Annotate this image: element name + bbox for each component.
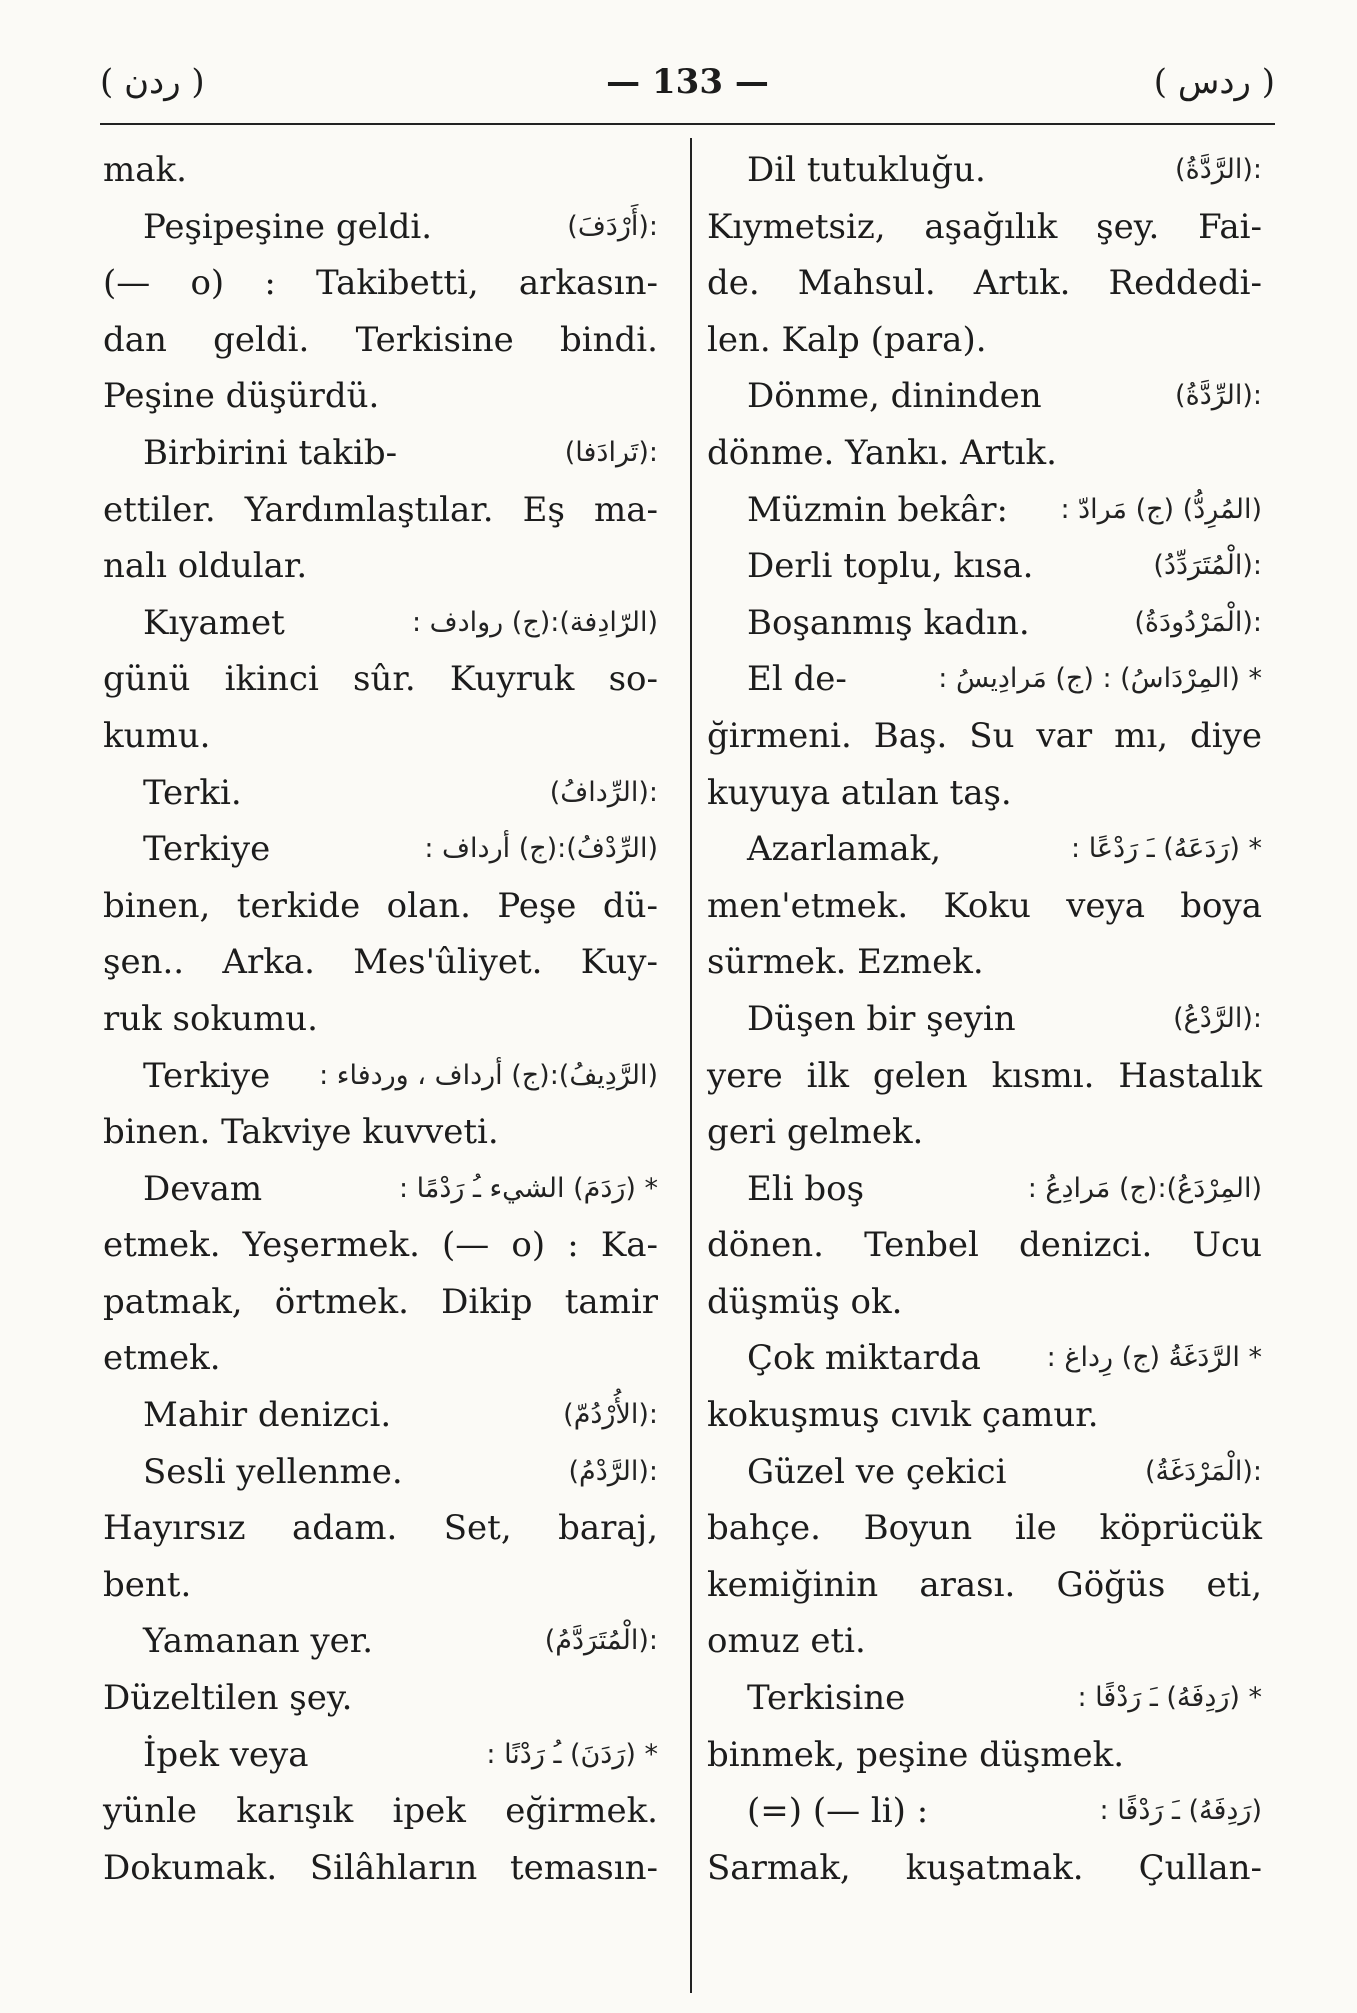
dictionary-line: [707, 878, 1262, 935]
dictionary-line: [103, 1104, 658, 1161]
dictionary-line: [707, 368, 1262, 425]
line-text: binmek, peşine düşmek.: [707, 1734, 1125, 1775]
line-text: Mahir denizci.: [143, 1395, 392, 1436]
dictionary-line: [707, 1670, 1262, 1727]
line-text: Peşine düşürdü.: [103, 376, 380, 417]
dictionary-line: [707, 482, 1262, 539]
arabic-headword: :(الْمُتَرَدِّدُ): [1153, 550, 1262, 582]
arabic-headword: (رَدِفَهُ) ـَ رَدْفًا :: [1099, 1795, 1262, 1827]
line-text: (=) (— li) :: [747, 1791, 929, 1832]
dictionary-line: [707, 1104, 1262, 1161]
line-text: yere ilk gelen kısmı. Hastalık: [707, 1055, 1262, 1096]
dictionary-line: [707, 1274, 1262, 1331]
line-text: Azarlamak,: [747, 829, 942, 870]
line-text: bent.: [103, 1564, 192, 1605]
dictionary-line: [103, 482, 658, 539]
arabic-headword: (المِرْدَعُ):(ج) مَرادِعُ :: [1027, 1172, 1262, 1204]
line-text: Sesli yellenme.: [143, 1451, 403, 1492]
line-text: Terki.: [143, 772, 242, 813]
arabic-headword: * (المِرْدَاسُ) : (ج) مَرادِيسُ :: [938, 663, 1262, 695]
arabic-headword: :(أَرْدَفَ): [567, 210, 658, 242]
dictionary-line: [103, 1217, 658, 1274]
dictionary-line: [707, 1048, 1262, 1105]
line-text: patmak, örtmek. Dikip tamir: [103, 1281, 658, 1322]
line-text: dan geldi. Terkisine bindi.: [103, 319, 658, 360]
line-text: kuyuya atılan taş.: [707, 772, 1012, 813]
line-text: Düşen bir şeyin: [747, 998, 1016, 1039]
arabic-headword: * (رَدِفَهُ) ـَ رَدْفًا :: [1077, 1682, 1262, 1714]
dictionary-line: [707, 1783, 1262, 1840]
line-text: etmek.: [103, 1338, 221, 1379]
line-text: mak.: [103, 150, 187, 190]
left-column: [103, 142, 658, 1896]
line-text: şen.. Arka. Mes'ûliyet. Kuy-: [103, 942, 658, 983]
line-text: bahçe. Boyun ile köprücük: [707, 1508, 1262, 1549]
line-text: binen. Takviye kuvveti.: [103, 1112, 499, 1153]
line-text: Birbirini takib-: [143, 432, 398, 473]
dictionary-line: [707, 651, 1262, 708]
dictionary-line: [707, 199, 1262, 256]
line-text: Sarmak, kuşatmak. Çullan-: [707, 1847, 1262, 1888]
page-number: — 133 —: [606, 62, 769, 102]
line-text: kemiğinin arası. Göğüs eti,: [707, 1564, 1262, 1605]
arabic-headword: * (رَدَمَ) الشيء ـُ رَدْمًا :: [398, 1172, 658, 1204]
dictionary-line: [707, 312, 1262, 369]
line-text: Güzel ve çekici: [747, 1451, 1007, 1492]
dictionary-line: [103, 368, 658, 425]
dictionary-line: [103, 765, 658, 822]
dictionary-line: [103, 1670, 658, 1727]
dictionary-line: [707, 821, 1262, 878]
arabic-headword: * (رَدَعَهُ) ـَ رَدْعًا :: [1071, 833, 1262, 865]
arabic-headword: * الرَّدَغَةُ (ج) رِداغ :: [1046, 1342, 1262, 1374]
arabic-headword: :(الرَّدْمُ): [568, 1455, 658, 1487]
dictionary-line: [103, 1613, 658, 1670]
line-text: sürmek. Ezmek.: [707, 942, 984, 983]
arabic-headword: :(الْمَرْدَغَةُ): [1144, 1455, 1262, 1487]
dictionary-line: [103, 1557, 658, 1614]
dictionary-line: [103, 1727, 658, 1784]
dictionary-line: [103, 1330, 658, 1387]
header-rule: [100, 123, 1275, 125]
dictionary-line: [707, 1444, 1262, 1501]
dictionary-line: [707, 991, 1262, 1048]
line-text: Kıyamet: [143, 602, 285, 643]
line-text: ğirmeni. Baş. Su var mı, diye: [707, 715, 1262, 756]
arabic-headword: (المُرِدُّ) (ج) مَرادّ :: [1060, 493, 1262, 525]
line-text: Terkiye: [143, 829, 271, 870]
dictionary-line: [103, 651, 658, 708]
arabic-headword: :(الأُرْدُمّ): [563, 1399, 658, 1431]
line-text: düşmüş ok.: [707, 1281, 903, 1322]
dictionary-line: [103, 1048, 658, 1105]
dictionary-line: [103, 595, 658, 652]
dictionary-line: [103, 1840, 658, 1897]
line-text: Hayırsız adam. Set, baraj,: [103, 1508, 658, 1549]
dictionary-line: [707, 255, 1262, 312]
dictionary-line: [707, 425, 1262, 482]
dictionary-line: [103, 425, 658, 482]
line-text: Kıymetsiz, aşağılık şey. Fai-: [707, 206, 1262, 247]
line-text: Dil tutukluğu.: [747, 150, 986, 190]
arabic-headword: (الرّادِفة):(ج) روادف :: [411, 606, 658, 638]
page-header: [100, 62, 1275, 122]
line-text: geri gelmek.: [707, 1112, 924, 1153]
dictionary-line: [103, 1500, 658, 1557]
line-text: ruk sokumu.: [103, 998, 318, 1039]
dictionary-line: [707, 1217, 1262, 1274]
line-text: len. Kalp (para).: [707, 319, 987, 360]
dictionary-line: [707, 142, 1262, 199]
line-text: Terkisine: [747, 1678, 906, 1719]
line-text: Boşanmış kadın.: [747, 602, 1030, 643]
arabic-headword: :(الرَّدْعُ): [1173, 1002, 1262, 1034]
line-text: Düzeltilen şey.: [103, 1678, 353, 1719]
dictionary-line: [103, 708, 658, 765]
dictionary-line: [707, 1161, 1262, 1218]
dictionary-line: [707, 1840, 1262, 1897]
arabic-headword: :(الرَّدَّةُ): [1175, 154, 1262, 185]
line-text: İpek veya: [143, 1734, 309, 1775]
line-text: Eli boş: [747, 1168, 865, 1209]
dictionary-line: [103, 934, 658, 991]
dictionary-line: [707, 1557, 1262, 1614]
right-column: [707, 142, 1262, 1896]
dictionary-line: [103, 991, 658, 1048]
line-text: Devam: [143, 1168, 263, 1209]
line-text: Yamanan yer.: [143, 1621, 374, 1662]
dictionary-line: [707, 1330, 1262, 1387]
dictionary-line: [103, 255, 658, 312]
dictionary-line: [103, 1444, 658, 1501]
dictionary-line: [103, 538, 658, 595]
line-text: men'etmek. Koku veya boya: [707, 885, 1262, 926]
line-text: Müzmin bekâr:: [747, 489, 1008, 530]
line-text: Peşipeşine geldi.: [143, 206, 433, 247]
line-text: yünle karışık ipek eğirmek.: [103, 1791, 658, 1832]
line-text: Dönme, dininden: [747, 376, 1042, 417]
dictionary-line: [707, 765, 1262, 822]
dictionary-line: [103, 1274, 658, 1331]
arabic-headword: :(الْمُتَرَدَّمُ): [544, 1625, 658, 1657]
line-text: binen, terkide olan. Peşe dü-: [103, 885, 658, 926]
header-right-keyword: ( ردس ): [1153, 62, 1275, 102]
dictionary-line: [103, 821, 658, 878]
dictionary-line: [103, 1161, 658, 1218]
arabic-headword: :(تَرادَفا): [564, 436, 658, 468]
line-text: Dokumak. Silâhların temasın-: [103, 1847, 658, 1888]
line-text: (— o) : Takibetti, arkasın-: [103, 263, 658, 304]
dictionary-line: [103, 312, 658, 369]
line-text: kumu.: [103, 715, 211, 756]
line-text: Derli toplu, kısa.: [747, 546, 1034, 587]
dictionary-line: [103, 199, 658, 256]
arabic-headword: (الرِّدْفُ):(ج) أرداف :: [424, 833, 658, 865]
dictionary-line: [707, 538, 1262, 595]
dictionary-line: [103, 1387, 658, 1444]
line-text: dönen. Tenbel denizci. Ucu: [707, 1225, 1262, 1266]
arabic-headword: :(الْمَرْدُودَةُ): [1134, 606, 1262, 638]
line-text: dönme. Yankı. Artık.: [707, 432, 1057, 473]
line-text: Çok miktarda: [747, 1338, 981, 1379]
dictionary-line: [103, 142, 658, 199]
dictionary-line: [707, 708, 1262, 765]
dictionary-line: [103, 1783, 658, 1840]
line-text: ettiler. Yardımlaştılar. Eş ma-: [103, 489, 658, 530]
dictionary-line: [707, 1500, 1262, 1557]
line-text: omuz eti.: [707, 1621, 866, 1662]
header-left-keyword: ( ردن ): [100, 62, 205, 102]
line-text: günü ikinci sûr. Kuyruk so-: [103, 659, 658, 700]
line-text: de. Mahsul. Artık. Reddedi-: [707, 263, 1262, 304]
line-text: Terkiye: [143, 1055, 271, 1096]
dictionary-line: [707, 595, 1262, 652]
line-text: El de-: [747, 659, 847, 700]
arabic-headword: (الرَّدِيفُ):(ج) أرداف ، وردفاء :: [319, 1059, 658, 1091]
dictionary-line: [707, 1387, 1262, 1444]
arabic-headword: :(الرِّدافُ): [549, 776, 658, 808]
arabic-headword: :(الرِّدَّةُ): [1175, 380, 1262, 412]
line-text: etmek. Yeşermek. (— o) : Ka-: [103, 1225, 658, 1266]
dictionary-line: [707, 934, 1262, 991]
column-divider: [690, 138, 692, 1993]
line-text: nalı oldular.: [103, 546, 308, 587]
line-text: kokuşmuş cıvık çamur.: [707, 1395, 1099, 1436]
dictionary-line: [707, 1727, 1262, 1784]
dictionary-line: [707, 1613, 1262, 1670]
arabic-headword: * (رَدَنَ) ـُ رَدْنًا :: [486, 1738, 658, 1770]
dictionary-line: [103, 878, 658, 935]
